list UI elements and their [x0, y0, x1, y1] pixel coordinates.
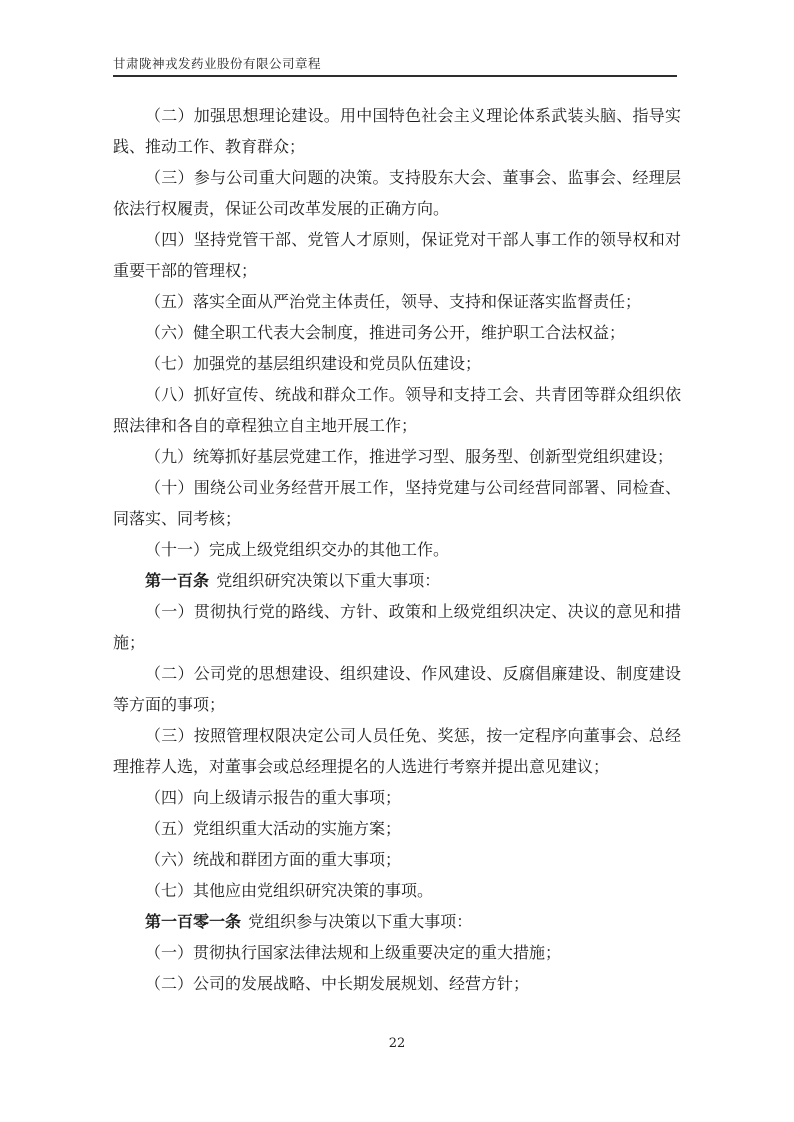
paragraph	[113, 658, 681, 720]
paragraph-text: （二）加强思想理论建设。用中国特色社会主义理论体系武装头脑、指导实践、推动工作、教育群众；	[113, 106, 681, 156]
paragraph	[113, 906, 681, 937]
paragraph	[113, 162, 681, 224]
paragraph	[113, 379, 681, 441]
paragraph-text: （十一）完成上级党组织交办的其他工作。	[145, 540, 450, 559]
paragraph-text: （五）党组织重大活动的实施方案；	[145, 819, 402, 838]
paragraph	[113, 534, 681, 565]
paragraph	[113, 441, 681, 472]
paragraph-text: （十）围绕公司业务经营开展工作，坚持党建与公司经营同部署、同检查、同落实、同考核；	[113, 478, 681, 528]
paragraph-text: （九）统筹抓好基层党建工作，推进学习型、服务型、创新型党组织建设；	[145, 447, 674, 466]
paragraph-text: （八）抓好宣传、统战和群众工作。领导和支持工会、共青团等群众组织依照法律和各自的章程独立自主地开展工作；	[113, 385, 681, 435]
paragraph	[113, 565, 681, 596]
paragraph-text: 党组织研究决策以下重大事项：	[216, 571, 441, 590]
page-number: 22	[388, 1036, 406, 1051]
paragraph-text: （七）加强党的基层组织建设和党员队伍建设；	[145, 354, 482, 373]
paragraph	[113, 224, 681, 286]
paragraph-text: （四）坚持党管干部、党管人才原则，保证党对干部人事工作的领导权和对重要干部的管理权；	[113, 230, 681, 280]
paragraph-text: （一）贯彻执行国家法律法规和上级重要决定的重大措施；	[145, 943, 562, 962]
paragraph-text: （五）落实全面从严治党主体责任，领导、支持和保证落实监督责任；	[145, 292, 642, 311]
paragraph-text: 党组织参与决策以下重大事项：	[248, 912, 473, 931]
paragraph-text: （四）向上级请示报告的重大事项；	[145, 788, 402, 807]
paragraph	[113, 782, 681, 813]
paragraph	[113, 813, 681, 844]
paragraph	[113, 286, 681, 317]
paragraph-text: （二）公司党的思想建设、组织建设、作风建设、反腐倡廉建设、制度建设等方面的事项；	[113, 664, 681, 714]
document-body	[113, 100, 681, 999]
paragraph	[113, 720, 681, 782]
paragraph	[113, 968, 681, 999]
paragraph	[113, 317, 681, 348]
paragraph-text: （二）公司的发展战略、中长期发展规划、经营方针；	[145, 974, 530, 993]
paragraph	[113, 844, 681, 875]
paragraph-text: （三）参与公司重大问题的决策。支持股东大会、董事会、监事会、经理层依法行权履责，保证公司改革发展的正确方向。	[113, 168, 681, 218]
paragraph	[113, 596, 681, 658]
paragraph-text: （三）按照管理权限决定公司人员任免、奖惩，按一定程序向董事会、总经理推荐人选，对董事会或总经理提名的人选进行考察并提出意见建议；	[113, 726, 681, 776]
paragraph-text: （七）其他应由党组织研究决策的事项。	[145, 881, 434, 900]
paragraph	[113, 348, 681, 379]
header-title: 甘肃陇神戎发药业股份有限公司章程	[113, 56, 322, 71]
paragraph-text: （六）健全职工代表大会制度，推进司务公开，维护职工合法权益；	[145, 323, 626, 342]
paragraph-text: （一）贯彻执行党的路线、方针、政策和上级党组织决定、决议的意见和措施；	[113, 602, 681, 652]
paragraph	[113, 472, 681, 534]
page-footer	[0, 1036, 794, 1051]
paragraph	[113, 937, 681, 968]
article-number: 第一百零一条	[145, 912, 242, 931]
page-header	[113, 53, 677, 77]
paragraph-text: （六）统战和群团方面的重大事项；	[145, 850, 402, 869]
paragraph	[113, 100, 681, 162]
article-number: 第一百条	[145, 571, 210, 590]
paragraph	[113, 875, 681, 906]
